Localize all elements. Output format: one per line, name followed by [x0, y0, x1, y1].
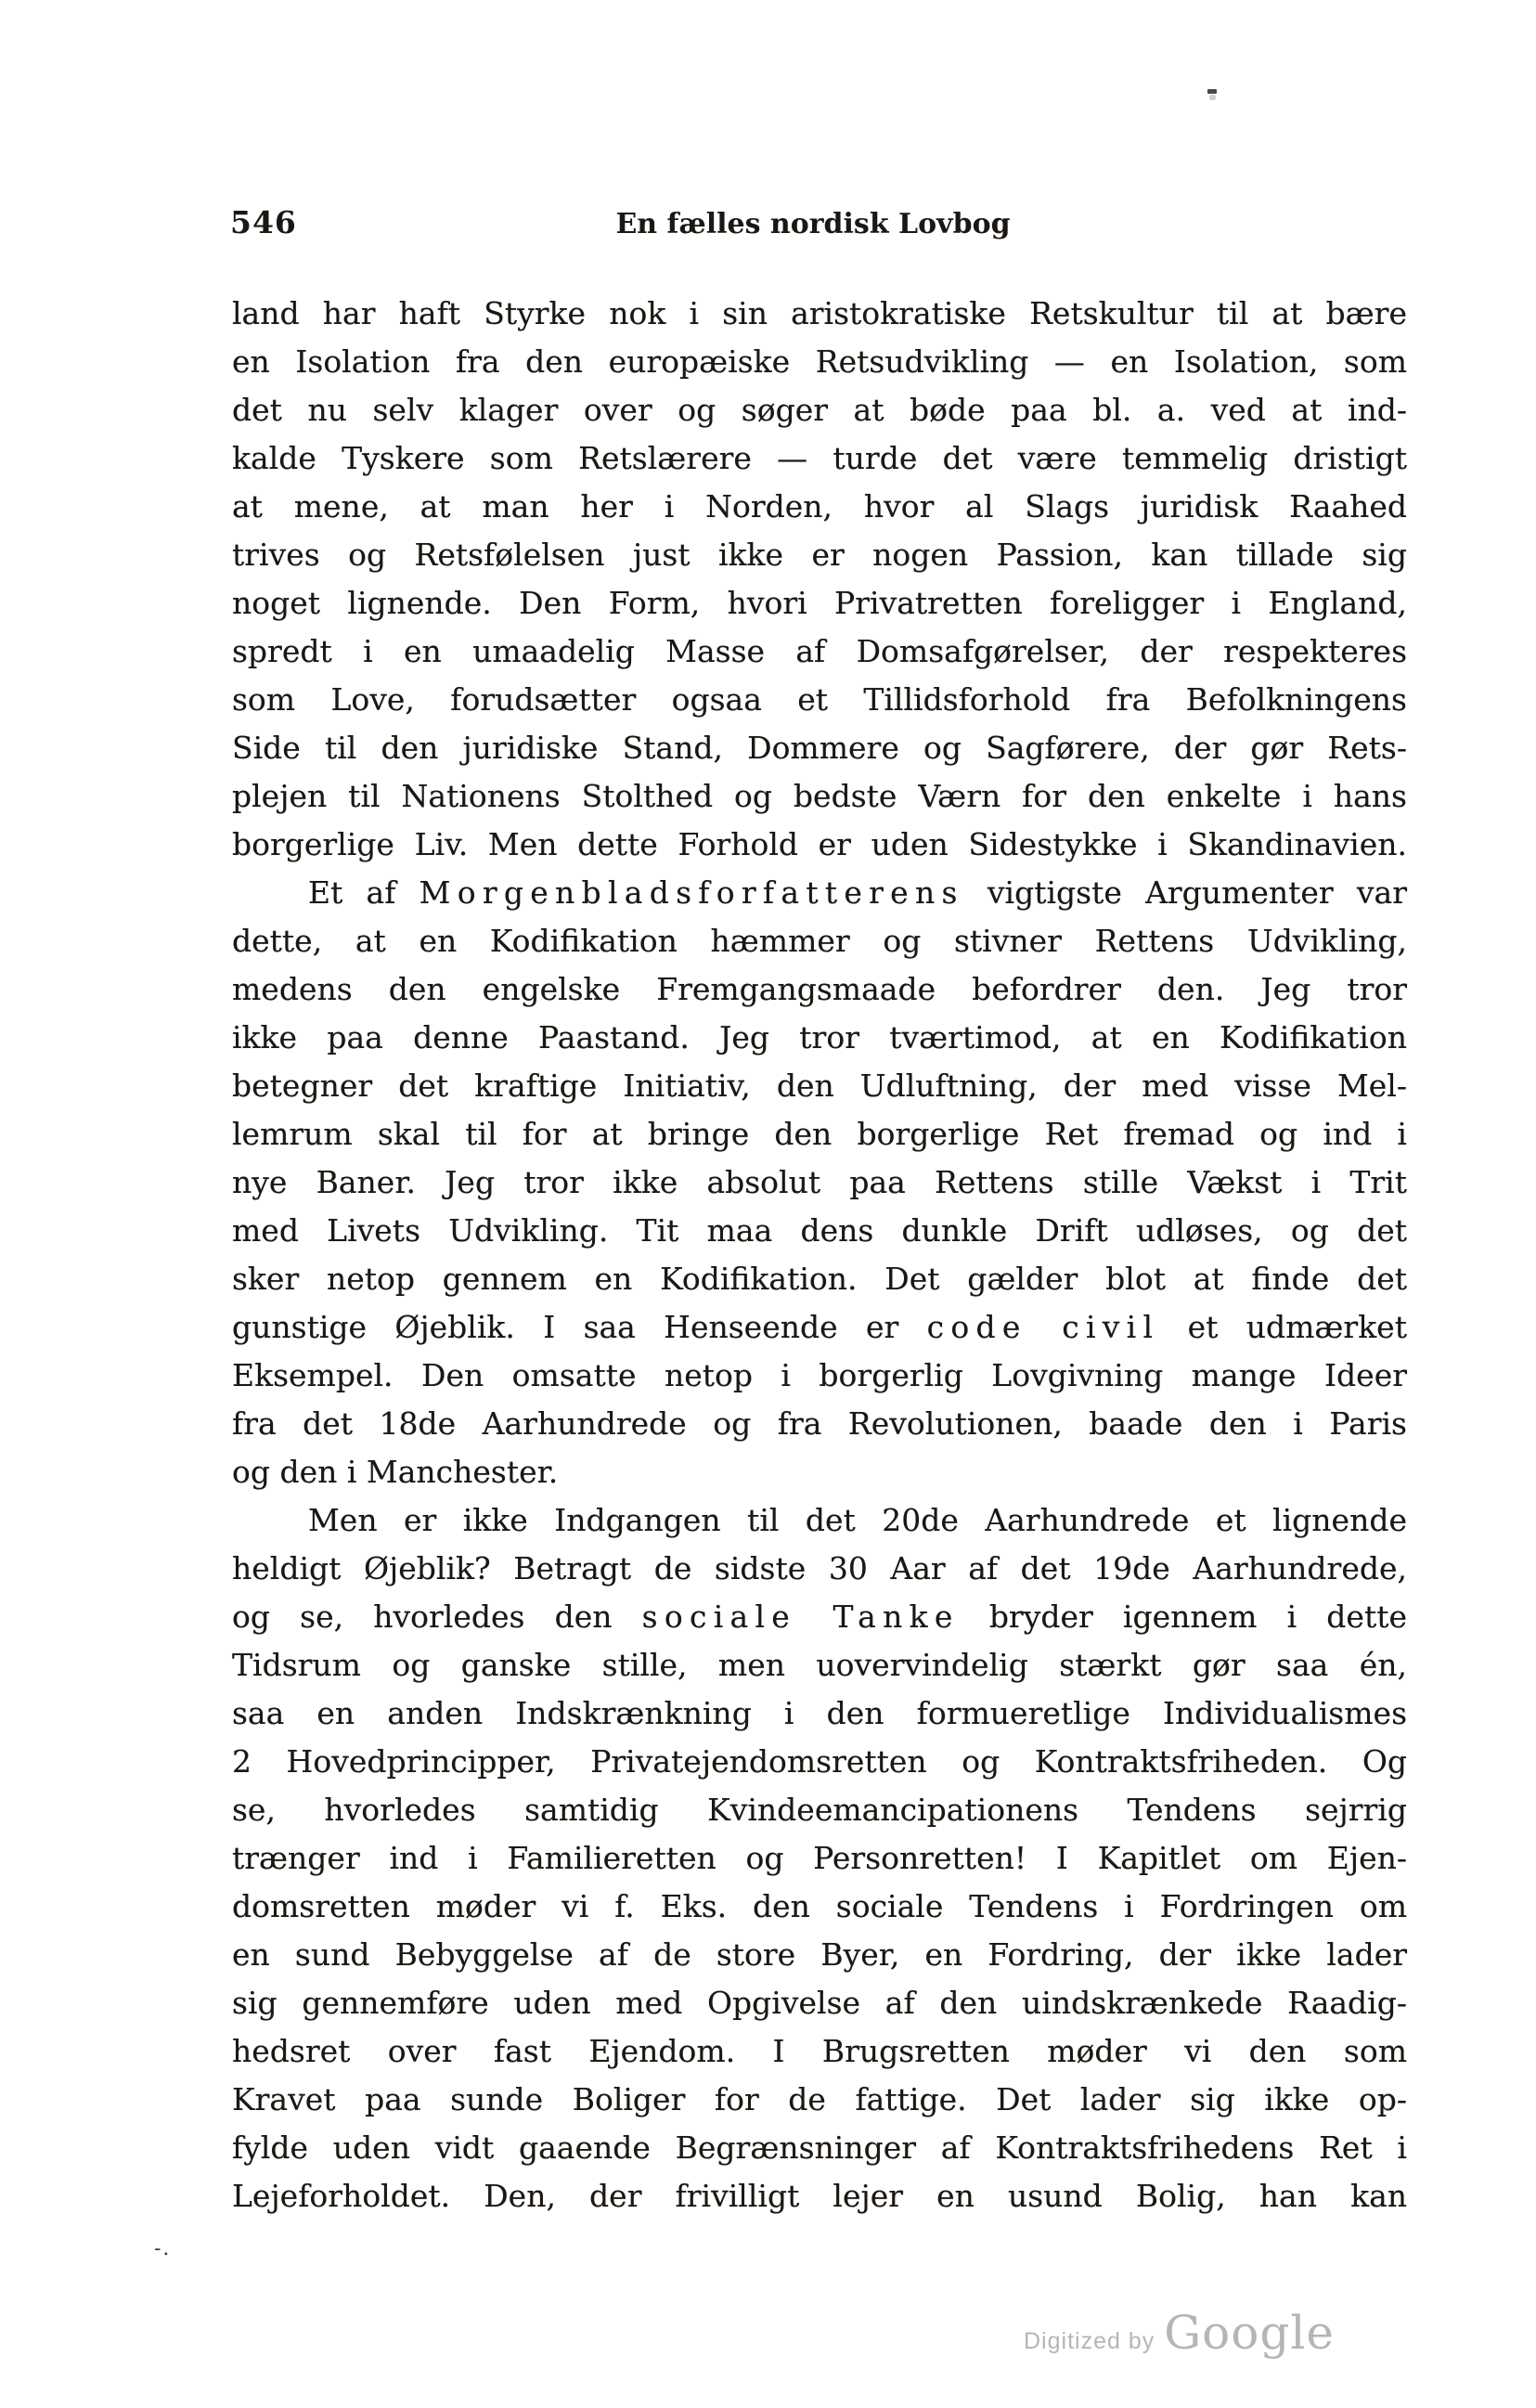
text-line [232, 821, 1407, 869]
scan-mark-artifact: -. [154, 2237, 172, 2260]
text-line [232, 1014, 1407, 1062]
text-segment: en sund Bebyggelse af de store Byer, en Fordring, der ikke lader [232, 1936, 1407, 1973]
text-segment: borgerlige Liv. Men dette Forhold er uden Sidestykke i Skandinavien. [232, 826, 1407, 862]
emphasized-spaced-text: sociale Tanke [641, 1599, 960, 1635]
text-segment: Kravet paa sunde Boliger for de fattige. Det lader sig ikke op- [232, 2081, 1407, 2117]
text-line [232, 1883, 1407, 1931]
text-line [232, 1400, 1407, 1448]
text-line [232, 338, 1407, 386]
text-line [232, 1979, 1407, 2027]
text-line [232, 1159, 1407, 1207]
text-segment: noget lignende. Den Form, hvori Privatretten foreligger i England, [232, 585, 1407, 621]
text-segment: og den i Manchester. [232, 1454, 559, 1490]
text-line [232, 290, 1407, 338]
text-segment: Et af [308, 874, 419, 911]
text-line [232, 2172, 1407, 2220]
text-segment: Tidsrum og ganske stille, men uovervindelig stærkt gør saa én, [232, 1647, 1407, 1683]
text-line [232, 1738, 1407, 1786]
page-number: 546 [230, 204, 297, 240]
text-line [232, 1207, 1407, 1255]
text-line [232, 2027, 1407, 2076]
text-line [232, 1062, 1407, 1110]
text-line [232, 1593, 1407, 1641]
text-segment: land har haft Styrke nok i sin aristokratiske Retskultur til at bære [232, 295, 1407, 331]
text-line [232, 628, 1407, 676]
text-segment: et udmærket [1159, 1309, 1407, 1345]
text-line [232, 1689, 1407, 1738]
text-segment: at mene, at man her i Norden, hvor al Slags juridisk Raahed [232, 488, 1407, 524]
emphasized-spaced-text: Morgenbladsforfatterens [419, 874, 964, 911]
text-segment: sig gennemføre uden med Opgivelse af den uindskrænkede Raadig- [232, 1985, 1407, 2021]
text-line [232, 1834, 1407, 1883]
text-line [232, 1545, 1407, 1593]
text-segment: kalde Tyskere som Retslærere — turde det være temmelig dristigt [232, 440, 1407, 476]
text-line [232, 917, 1407, 965]
text-line [232, 676, 1407, 724]
google-logo: Google [1164, 2306, 1335, 2360]
text-segment: med Livets Udvikling. Tit maa dens dunkle Drift udløses, og det [232, 1212, 1407, 1249]
text-segment: Eksempel. Den omsatte netop i borgerlig Lovgivning mange Ideer [232, 1357, 1407, 1393]
text-segment: bryder igennem i dette [959, 1599, 1408, 1635]
watermark-prefix-label: Digitized by [1024, 2328, 1155, 2354]
text-line [232, 1303, 1407, 1352]
text-segment: det nu selv klager over og søger at bøde paa bl. a. ved at ind- [232, 392, 1407, 428]
text-line [232, 1255, 1407, 1303]
text-line [232, 869, 1407, 917]
text-segment: Side til den juridiske Stand, Dommere og Sagførere, der gør Rets- [232, 730, 1407, 766]
emphasized-spaced-text: code civil [926, 1309, 1160, 1345]
text-segment: gunstige Øjeblik. I saa Henseende er [232, 1309, 927, 1345]
text-segment: en Isolation fra den europæiske Retsudvikling — en Isolation, som [232, 343, 1407, 380]
text-line [232, 2076, 1407, 2124]
text-line [232, 1786, 1407, 1834]
text-segment: fylde uden vidt gaaende Begrænsninger af Kontraktsfrihedens Ret i [232, 2130, 1407, 2166]
text-segment: plejen til Nationens Stolthed og bedste Værn for den enkelte i hans [232, 778, 1407, 814]
text-line [232, 1448, 1407, 1496]
text-line [232, 2124, 1407, 2172]
text-segment: saa en anden Indskrænkning i den formueretlige Individualismes [232, 1695, 1407, 1731]
text-segment: Lejeforholdet. Den, der frivilligt lejer en usund Bolig, han kan [232, 2178, 1407, 2214]
text-segment: hedsret over fast Ejendom. I Brugsretten møder vi den som [232, 2033, 1407, 2069]
text-line [232, 1110, 1407, 1159]
text-line [232, 1496, 1407, 1545]
text-segment: heldigt Øjeblik? Betragt de sidste 30 Aar af det 19de Aarhundrede, [232, 1550, 1407, 1586]
text-line [232, 531, 1407, 579]
text-line [232, 772, 1407, 821]
scan-speck-artifact [1207, 89, 1217, 94]
text-segment: fra det 18de Aarhundrede og fra Revolutionen, baade den i Paris [232, 1405, 1407, 1442]
text-segment: sker netop gennem en Kodifikation. Det gælder blot at finde det [232, 1261, 1407, 1297]
text-line [232, 434, 1407, 483]
running-title: En fælles nordisk Lovbog [615, 208, 1011, 240]
text-segment: som Love, forudsætter ogsaa et Tillidsforhold fra Befolkningens [232, 681, 1407, 718]
text-line [232, 965, 1407, 1014]
text-segment: trænger ind i Familieretten og Personretten! I Kapitlet om Ejen- [232, 1840, 1407, 1876]
digitized-by-google-watermark [1024, 2306, 1335, 2360]
text-line [232, 483, 1407, 531]
text-segment: domsretten møder vi f. Eks. den sociale Tendens i Fordringen om [232, 1888, 1407, 1924]
text-segment: dette, at en Kodifikation hæmmer og stivner Rettens Udvikling, [232, 923, 1407, 959]
text-segment: betegner det kraftige Initiativ, den Udluftning, der med visse Mel- [232, 1068, 1407, 1104]
text-segment: Men er ikke Indgangen til det 20de Aarhundrede et lignende [308, 1502, 1407, 1538]
text-segment: trives og Retsfølelsen just ikke er nogen Passion, kan tillade sig [232, 537, 1407, 573]
text-line [232, 1931, 1407, 1979]
text-line [232, 1641, 1407, 1689]
text-segment: 2 Hovedprincipper, Privatejendomsretten og Kontraktsfriheden. Og [232, 1743, 1407, 1780]
text-line [232, 724, 1407, 772]
body-text-column [232, 290, 1407, 2220]
text-line [232, 386, 1407, 434]
text-line [232, 579, 1407, 628]
text-segment: lemrum skal til for at bringe den borgerlige Ret fremad og ind i [232, 1116, 1407, 1152]
text-line [232, 1352, 1407, 1400]
text-segment: spredt i en umaadelig Masse af Domsafgørelser, der respekteres [232, 633, 1407, 669]
text-segment: medens den engelske Fremgangsmaade befordrer den. Jeg tror [232, 971, 1407, 1007]
text-segment: vigtigste Argumenter var [963, 874, 1407, 911]
text-segment: nye Baner. Jeg tror ikke absolut paa Rettens stille Vækst i Trit [232, 1164, 1407, 1200]
text-segment: og se, hvorledes den [232, 1599, 642, 1635]
text-segment: se, hvorledes samtidig Kvindeemancipationens Tendens sejrrig [232, 1792, 1407, 1828]
text-segment: ikke paa denne Paastand. Jeg tror tværtimod, at en Kodifikation [232, 1019, 1407, 1055]
